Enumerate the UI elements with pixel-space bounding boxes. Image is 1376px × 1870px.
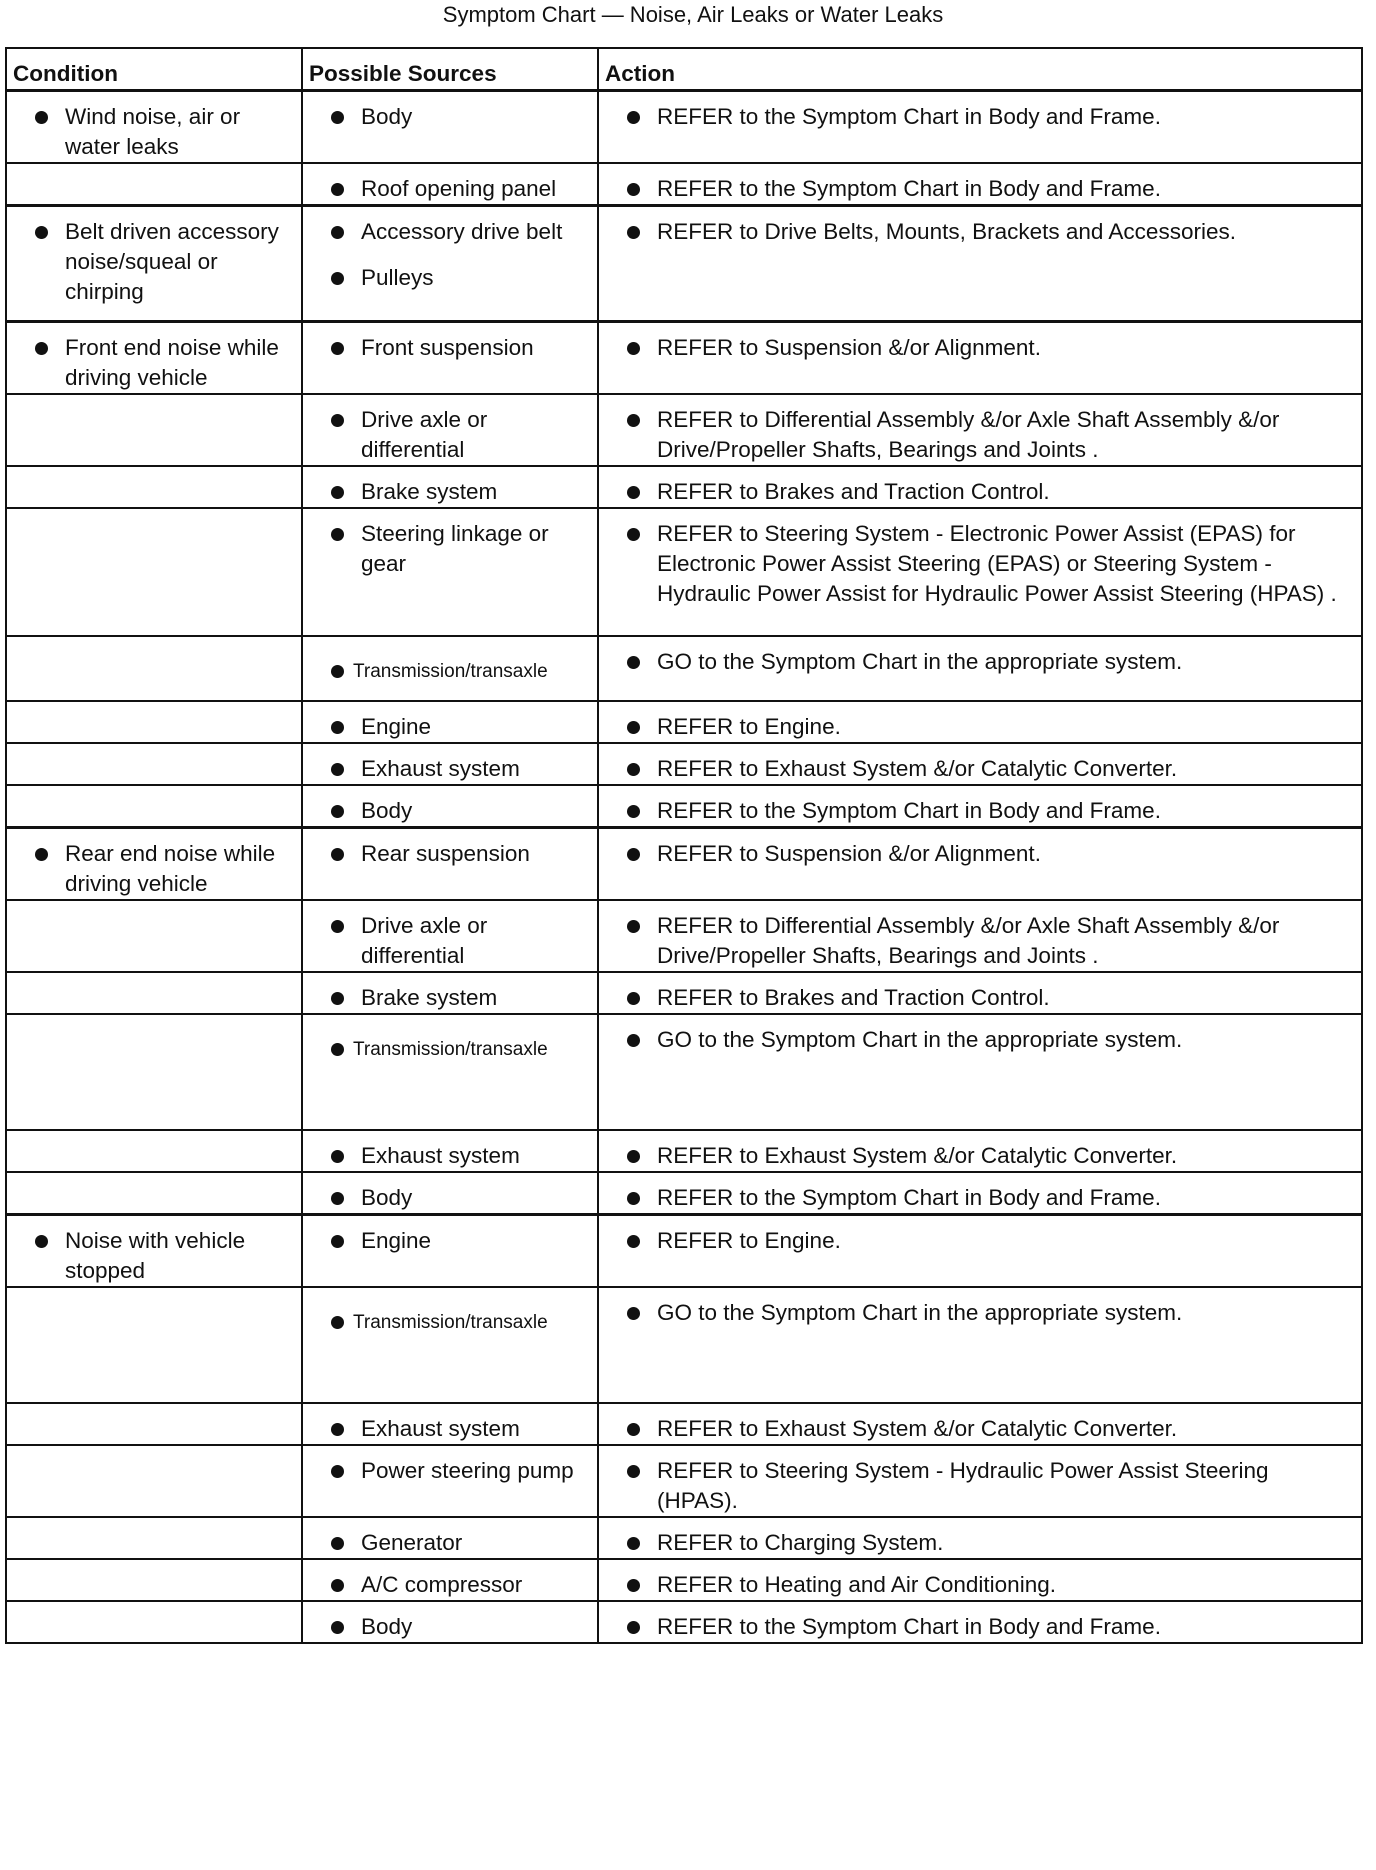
source-item	[309, 1035, 591, 1065]
condition-text: Front end noise while driving vehicle	[13, 333, 295, 393]
header-action: Action	[598, 48, 1362, 91]
table-row	[6, 466, 1362, 508]
action-text: REFER to the Symptom Chart in Body and Frame.	[605, 796, 1355, 826]
condition-cell	[6, 1172, 302, 1215]
condition-cell	[6, 91, 302, 164]
action-text: GO to the Symptom Chart in the appropriate system.	[605, 1298, 1355, 1328]
action-text: REFER to Drive Belts, Mounts, Brackets and Accessories.	[605, 217, 1355, 247]
action-cell	[598, 508, 1362, 636]
condition-cell	[6, 1130, 302, 1172]
action-text: GO to the Symptom Chart in the appropriate system.	[605, 1025, 1355, 1055]
action-cell	[598, 1403, 1362, 1445]
action-text: REFER to the Symptom Chart in Body and Frame.	[605, 174, 1355, 204]
action-cell	[598, 1215, 1362, 1288]
condition-cell	[6, 322, 302, 395]
action-cell	[598, 1559, 1362, 1601]
source-text: Pulleys	[309, 263, 591, 293]
source-text: Body	[309, 1183, 591, 1213]
possible-sources-cell	[302, 466, 598, 508]
condition-cell	[6, 1014, 302, 1130]
condition-cell	[6, 466, 302, 508]
condition-text: Rear end noise while driving vehicle	[13, 839, 295, 899]
possible-sources-cell	[302, 1517, 598, 1559]
action-cell	[598, 1601, 1362, 1643]
possible-sources-cell	[302, 1287, 598, 1403]
source-text: Front suspension	[309, 333, 591, 363]
table-row	[6, 1287, 1362, 1403]
possible-sources-cell	[302, 1014, 598, 1130]
source-item	[309, 657, 591, 687]
possible-sources-cell	[302, 1403, 598, 1445]
action-cell	[598, 1517, 1362, 1559]
action-text: REFER to Charging System.	[605, 1528, 1355, 1558]
source-text: Body	[309, 102, 591, 132]
action-cell	[598, 636, 1362, 701]
condition-cell	[6, 394, 302, 466]
action-text: REFER to Brakes and Traction Control.	[605, 983, 1355, 1013]
possible-sources-cell	[302, 206, 598, 322]
source-text: Brake system	[309, 983, 591, 1013]
possible-sources-cell	[302, 1172, 598, 1215]
header-possible-sources: Possible Sources	[302, 48, 598, 91]
table-row	[6, 1215, 1362, 1288]
source-text: Generator	[309, 1528, 591, 1558]
action-text: REFER to Suspension &/or Alignment.	[605, 839, 1355, 869]
table-row	[6, 972, 1362, 1014]
source-text: Drive axle or differential	[309, 405, 591, 465]
action-cell	[598, 1445, 1362, 1517]
source-text: Transmission/transaxle	[353, 1039, 548, 1060]
table-row	[6, 1517, 1362, 1559]
condition-cell	[6, 701, 302, 743]
source-text: Accessory drive belt	[309, 217, 591, 247]
condition-cell	[6, 743, 302, 785]
source-item	[309, 1308, 591, 1338]
table-row	[6, 508, 1362, 636]
action-text: REFER to Steering System - Hydraulic Power Assist Steering (HPAS).	[605, 1456, 1355, 1516]
condition-cell	[6, 972, 302, 1014]
possible-sources-cell	[302, 1445, 598, 1517]
table-row	[6, 163, 1362, 206]
condition-cell	[6, 1287, 302, 1403]
possible-sources-cell	[302, 1559, 598, 1601]
source-text: Exhaust system	[309, 1414, 591, 1444]
possible-sources-cell	[302, 828, 598, 901]
table-row	[6, 322, 1362, 395]
possible-sources-cell	[302, 322, 598, 395]
possible-sources-cell	[302, 1130, 598, 1172]
table-row	[6, 636, 1362, 701]
action-text: REFER to the Symptom Chart in Body and Frame.	[605, 1183, 1355, 1213]
possible-sources-cell	[302, 508, 598, 636]
action-cell	[598, 322, 1362, 395]
source-text: Drive axle or differential	[309, 911, 591, 971]
condition-cell	[6, 508, 302, 636]
action-cell	[598, 900, 1362, 972]
condition-cell	[6, 1215, 302, 1288]
action-text: REFER to the Symptom Chart in Body and Frame.	[605, 102, 1355, 132]
action-text: REFER to Differential Assembly &/or Axle Shaft Assembly &/or Drive/Propeller Shafts, Bearings and Joints .	[605, 911, 1355, 971]
table-row	[6, 900, 1362, 972]
action-cell	[598, 828, 1362, 901]
source-text: Exhaust system	[309, 1141, 591, 1171]
action-text: REFER to Differential Assembly &/or Axle Shaft Assembly &/or Drive/Propeller Shafts, Bearings and Joints .	[605, 405, 1355, 465]
action-cell	[598, 466, 1362, 508]
header-condition: Condition	[6, 48, 302, 91]
table-row	[6, 206, 1362, 322]
possible-sources-cell	[302, 743, 598, 785]
page-title: Symptom Chart — Noise, Air Leaks or Water Leaks	[442, 2, 944, 27]
table-row	[6, 743, 1362, 785]
condition-cell	[6, 1559, 302, 1601]
condition-cell	[6, 163, 302, 206]
possible-sources-cell	[302, 785, 598, 828]
condition-text: Noise with vehicle stopped	[13, 1226, 295, 1286]
action-cell	[598, 91, 1362, 164]
source-text: Exhaust system	[309, 754, 591, 784]
table-row	[6, 1014, 1362, 1130]
condition-text: Belt driven accessory noise/squeal or chirping	[13, 217, 295, 307]
table-row	[6, 1172, 1362, 1215]
action-text: REFER to Exhaust System &/or Catalytic Converter.	[605, 1141, 1355, 1171]
source-text: Body	[309, 796, 591, 826]
table-row	[6, 1403, 1362, 1445]
table-row	[6, 785, 1362, 828]
table-row	[6, 828, 1362, 901]
source-text: Body	[309, 1612, 591, 1642]
action-text: REFER to the Symptom Chart in Body and Frame.	[605, 1612, 1355, 1642]
condition-cell	[6, 828, 302, 901]
possible-sources-cell	[302, 636, 598, 701]
action-text: REFER to Engine.	[605, 1226, 1355, 1256]
table-row	[6, 1130, 1362, 1172]
source-text: Power steering pump	[309, 1456, 591, 1486]
condition-cell	[6, 1517, 302, 1559]
action-cell	[598, 743, 1362, 785]
action-text: REFER to Engine.	[605, 712, 1355, 742]
possible-sources-cell	[302, 394, 598, 466]
source-text: Brake system	[309, 477, 591, 507]
action-cell	[598, 701, 1362, 743]
action-text: REFER to Exhaust System &/or Catalytic Converter.	[605, 1414, 1355, 1444]
table-row	[6, 1445, 1362, 1517]
possible-sources-cell	[302, 1601, 598, 1643]
condition-cell	[6, 785, 302, 828]
source-text: Engine	[309, 712, 591, 742]
table-row	[6, 1559, 1362, 1601]
action-cell	[598, 1130, 1362, 1172]
source-text: Roof opening panel	[309, 174, 591, 204]
action-cell	[598, 972, 1362, 1014]
source-text: Rear suspension	[309, 839, 591, 869]
condition-cell	[6, 1601, 302, 1643]
source-text: A/C compressor	[309, 1570, 591, 1600]
source-text: Transmission/transaxle	[353, 661, 548, 682]
condition-text: Wind noise, air or water leaks	[13, 102, 295, 162]
possible-sources-cell	[302, 1215, 598, 1288]
source-text: Steering linkage or gear	[309, 519, 591, 579]
symptom-chart-table	[5, 47, 1363, 1644]
possible-sources-cell	[302, 91, 598, 164]
action-cell	[598, 1287, 1362, 1403]
action-text: REFER to Suspension &/or Alignment.	[605, 333, 1355, 363]
table-row	[6, 394, 1362, 466]
possible-sources-cell	[302, 972, 598, 1014]
action-text: REFER to Exhaust System &/or Catalytic Converter.	[605, 754, 1355, 784]
possible-sources-cell	[302, 163, 598, 206]
possible-sources-cell	[302, 900, 598, 972]
action-text: REFER to Steering System - Electronic Power Assist (EPAS) for Electronic Power Assist Steering (EPAS) or Steering System - Hydraulic Power Assist for Hydraulic Power Assist Steering (HPAS) .	[605, 519, 1355, 609]
condition-cell	[6, 900, 302, 972]
action-cell	[598, 206, 1362, 322]
condition-cell	[6, 206, 302, 322]
table-header-row	[6, 48, 1362, 91]
action-cell	[598, 785, 1362, 828]
table-row	[6, 701, 1362, 743]
action-cell	[598, 1014, 1362, 1130]
action-cell	[598, 163, 1362, 206]
possible-sources-cell	[302, 701, 598, 743]
action-cell	[598, 1172, 1362, 1215]
condition-cell	[6, 1403, 302, 1445]
action-cell	[598, 394, 1362, 466]
action-text: GO to the Symptom Chart in the appropriate system.	[605, 647, 1355, 677]
action-text: REFER to Heating and Air Conditioning.	[605, 1570, 1355, 1600]
source-text: Engine	[309, 1226, 591, 1256]
condition-cell	[6, 636, 302, 701]
table-row	[6, 91, 1362, 164]
condition-cell	[6, 1445, 302, 1517]
action-text: REFER to Brakes and Traction Control.	[605, 477, 1355, 507]
table-row	[6, 1601, 1362, 1643]
source-text: Transmission/transaxle	[353, 1312, 548, 1333]
